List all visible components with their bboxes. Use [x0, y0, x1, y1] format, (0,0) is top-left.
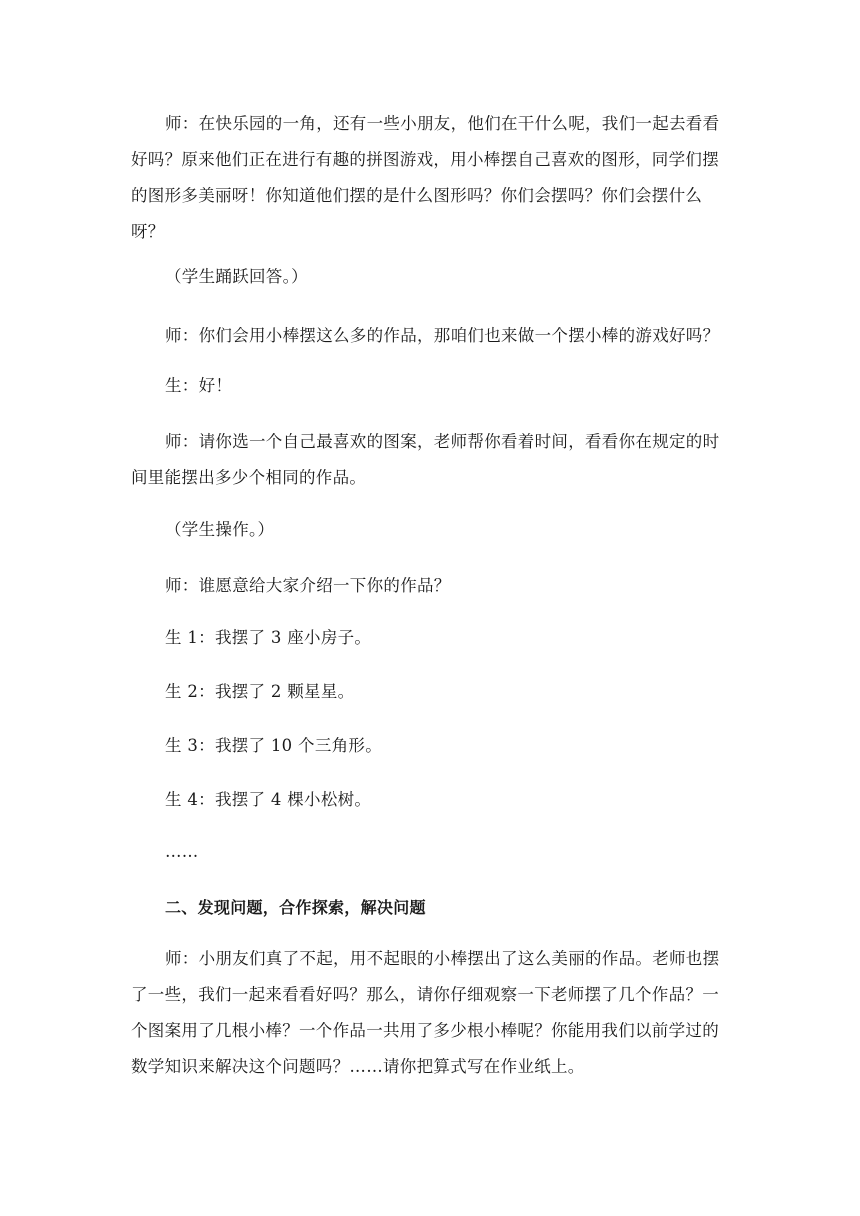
paragraph-teacher-ask: 师：谁愿意给大家介绍一下你的作品？	[165, 576, 451, 595]
paragraph-ellipsis: ……	[165, 842, 199, 861]
paragraph-student-ok: 生：好！	[165, 376, 233, 395]
paragraph-student-3: 生 3：我摆了 10 个三角形。	[165, 736, 383, 755]
paragraph-teacher-problem: 师：小朋友们真了不起，用不起眼的小棒摆出了这么美丽的作品。老师也摆了一些，我们一起来看看好吗？那么，请你仔细观察一下老师摆了几个作品？一个图案用了几根小棒？一个作品一共用了多少根小棒呢？你能用我们以前学过的数学知识来解决这个问题吗？……请你把算式写在作业纸上。	[131, 949, 720, 1076]
paragraph-teacher-instruction: 师：请你选一个自己最喜欢的图案，老师帮你看着时间，看看你在规定的时间里能摆出多少个相同的作品。	[131, 432, 720, 487]
paragraph-teacher-game: 师：你们会用小棒摆这么多的作品，那咱们也来做一个摆小棒的游戏好吗？	[165, 326, 720, 345]
paragraph-student-operate: （学生操作。）	[165, 520, 275, 539]
paragraph-student-4: 生 4：我摆了 4 棵小松树。	[165, 790, 372, 809]
section-heading: 二、发现问题，合作探索，解决问题	[165, 898, 426, 917]
paragraph-student-2: 生 2：我摆了 2 颗星星。	[165, 682, 355, 701]
paragraph-student-answer: （学生踊跃回答。）	[165, 267, 308, 286]
paragraph-student-1: 生 1：我摆了 3 座小房子。	[165, 628, 372, 647]
paragraph-teacher-intro: 师：在快乐园的一角，还有一些小朋友，他们在干什么呢，我们一起去看看好吗？原来他们正在进行有趣的拼图游戏，用小棒摆自己喜欢的图形，同学们摆的图形多美丽呀！你知道他们摆的是什么图形吗？你们会摆吗？你们会摆什么呀？	[131, 114, 720, 241]
